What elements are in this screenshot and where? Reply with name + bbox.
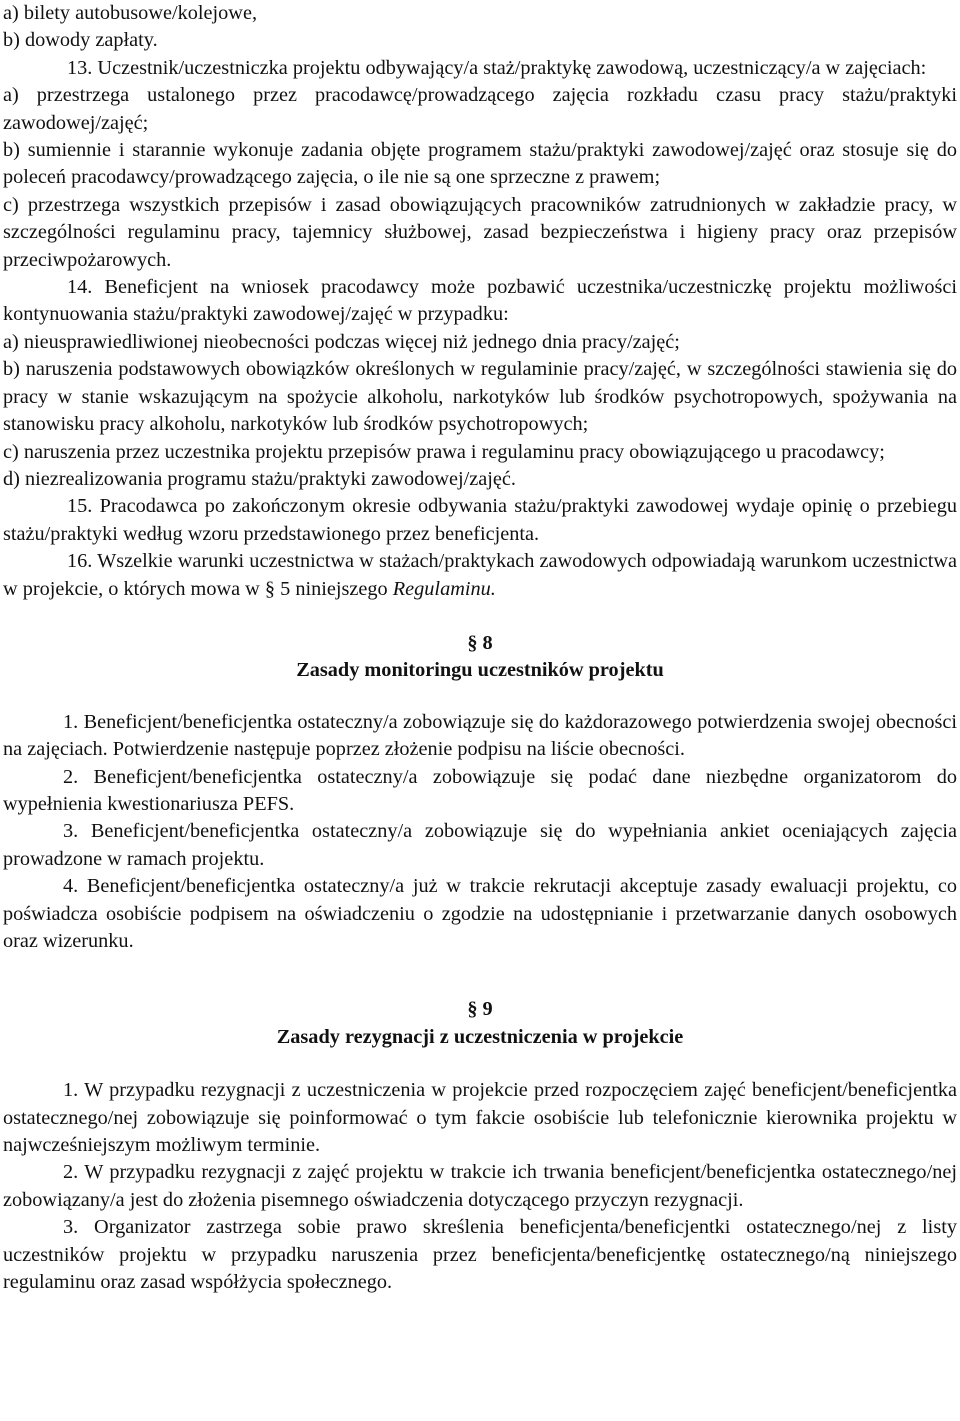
section-8-number: § 8 — [467, 631, 493, 654]
paragraph-16-text: 16. Wszelkie warunki uczestnictwa w stażach/praktykach zawodowych odpowiadają warunkom uczestnictwa w projekcie, o których mowa w § 5 niniejszego — [3, 550, 957, 600]
section-8-item-1: 1. Beneficjent/beneficjentka ostateczny/a zobowiązuje się do każdorazowego potwierdzenia swojej obecności na zajęciach. Potwierdzenie następuje poprzez złożenie podpisu na liście obecności. — [3, 710, 957, 761]
section-9-item-3: 3. Organizator zastrzega sobie prawo skreślenia beneficjenta/beneficjentki ostatecznego/nej z listy uczestników projektu w przypadku naruszenia przez beneficjenta/beneficjentkę ostatecznego/ną niniejszego regulaminu oraz zasad współżycia społecznego. — [3, 1216, 957, 1294]
list-item-bus-tickets: a) bilety autobusowe/kolejowe, — [3, 2, 258, 24]
paragraph-16 — [3, 548, 957, 603]
paragraph-13-a: a) przestrzega ustalonego przez pracodawcę/prowadzącego zajęcia rozkładu czasu pracy stażu/praktyki zawodowej/zajęć; — [3, 84, 957, 134]
paragraph-14-d: d) niezrealizowania programu stażu/praktyki zawodowej/zajęć. — [3, 467, 516, 490]
paragraph-14-a: a) nieusprawiedliwionej nieobecności podczas więcej niż jednego dnia pracy/zajęć; — [3, 330, 680, 353]
paragraph-14-b: b) naruszenia podstawowych obowiązków określonych w regulaminie pracy/zajęć, w szczególności stawienia się do pracy w stanie wskazującym na spożycie alkoholu, narkotyków lub środków psychotropowych, spożywania na stanowisku pracy alkoholu, narkotyków lub środków psychotropowych; — [3, 358, 957, 436]
paragraph-14-c: c) naruszenia przez uczestnika projektu przepisów prawa i regulaminu pracy obowiązującego u pracodawcy; — [3, 440, 885, 463]
section-8-item-3: 3. Beneficjent/beneficjentka ostateczny/a zobowiązuje się do wypełniania ankiet oceniających zajęcia prowadzone w ramach projektu. — [3, 820, 957, 870]
list-item-payment-proofs: b) dowody zapłaty. — [3, 29, 158, 52]
paragraph-14-intro: 14. Beneficjent na wniosek pracodawcy może pozbawić uczestnika/uczestniczkę projektu możliwości kontynuowania stażu/praktyki zawodowej/zajęć w przypadku: — [3, 276, 957, 326]
section-8-item-4: 4. Beneficjent/beneficjentka ostateczny/a już w trakcie rekrutacji akceptuje zasady ewaluacji projektu, co poświadcza osobiście podpisem na oświadczeniu o zgodzie na udostępnianie i przetwarzanie danych osobowych oraz wizerunku. — [3, 875, 957, 952]
section-9-title: Zasady rezygnacji z uczestniczenia w projekcie — [276, 1025, 684, 1048]
paragraph-13-intro: 13. Uczestnik/uczestniczka projektu odbywający/a staż/praktykę zawodową, uczestniczący/a w zajęciach: — [67, 56, 927, 79]
section-8-item-2: 2. Beneficjent/beneficjentka ostateczny/a zobowiązuje się podać dane niezbędne organizatorom do wypełnienia kwestionariusza PEFS. — [3, 765, 957, 815]
section-8-title: Zasady monitoringu uczestników projektu — [296, 659, 664, 682]
paragraph-13-c: c) przestrzega wszystkich przepisów i zasad obowiązujących pracowników zatrudnionych w zakładzie pracy, w szczególności regulaminu pracy, tajemnicy służbowej, zasad bezpieczeństwa i higieny pracy oraz przepisów przeciwpożarowych. — [3, 193, 957, 271]
section-9-item-2: 2. W przypadku rezygnacji z zajęć projektu w trakcie ich trwania beneficjent/beneficjentka ostatecznego/nej zobowiązany/a jest do złożenia pisemnego oświadczenia dotyczącego przyczyn rezygnacji. — [3, 1161, 957, 1211]
section-9-number: § 9 — [467, 998, 493, 1021]
section-9-item-1: 1. W przypadku rezygnacji z uczestniczenia w projekcie przed rozpoczęciem zajęć beneficjent/beneficjentka ostatecznego/nej zobowiązuje się poinformować o tym fakcie osobiście lub telefonicznie kierownika projektu w najwcześniejszym możliwym terminie. — [3, 1079, 957, 1157]
paragraph-13-b: b) sumiennie i starannie wykonuje zadania objęte programem stażu/praktyki zawodowej/zajęć oraz stosuje się do poleceń pracodawcy/prowadzącego zajęcia, o ile nie są one sprzeczne z prawem; — [3, 139, 957, 189]
paragraph-15: 15. Pracodawca po zakończonym okresie odbywania stażu/praktyki zawodowej wydaje opinię o przebiegu stażu/praktyki według wzoru przedstawionego przez beneficjenta. — [3, 495, 957, 545]
regulamin-italic: Regulaminu. — [392, 577, 496, 600]
document-page — [3, 0, 957, 1296]
